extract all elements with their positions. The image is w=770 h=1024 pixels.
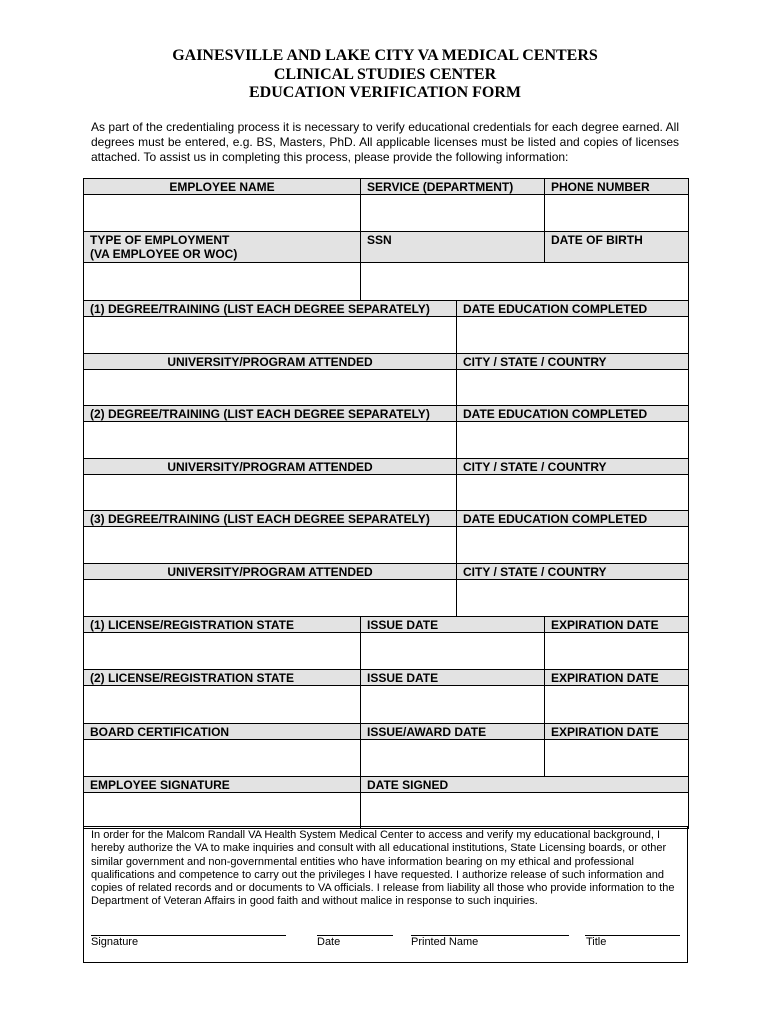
location-1-field[interactable] bbox=[457, 370, 689, 406]
location-2-label: CITY / STATE / COUNTRY bbox=[457, 459, 689, 475]
location-3-label: CITY / STATE / COUNTRY bbox=[457, 564, 689, 580]
service-label: SERVICE (DEPARTMENT) bbox=[361, 179, 545, 195]
ssn-dob-field[interactable] bbox=[361, 263, 689, 301]
degree-1-header-row bbox=[84, 301, 689, 317]
university-2-label: UNIVERSITY/PROGRAM ATTENDED bbox=[84, 459, 457, 475]
title-caption: Title bbox=[586, 936, 607, 948]
location-2-field[interactable] bbox=[457, 475, 689, 511]
license-1-expiration-field[interactable] bbox=[545, 633, 689, 670]
employee-name-field[interactable] bbox=[84, 195, 361, 232]
board-input-row bbox=[84, 740, 689, 777]
dob-label: DATE OF BIRTH bbox=[545, 232, 689, 263]
date-signed-field[interactable] bbox=[361, 793, 689, 829]
authorization-statement-text: In order for the Malcom Randall VA Health System Medical Center to access and verify my educational background, I hereby authorize the VA to make inquiries and consult with all educational institutions, State Licensing boards, or other similar government and non-governmental entities who have information bearing on my ethical and professional qualifications and competence to carry out the privileges I have requested. I authorize release of such information and copies of related records and or documents to VA officials. I release from liability all those who provide information to the Department of Veteran Affairs in good faith and without malice in response to such inquiries. bbox=[91, 829, 675, 908]
employment-type-label-line-2: (VA EMPLOYEE OR WOC) bbox=[90, 247, 238, 261]
degree-1-input-row bbox=[84, 317, 689, 354]
license-2-header-row bbox=[84, 670, 689, 686]
license-1-issue-label: ISSUE DATE bbox=[361, 617, 545, 633]
university-3-label: UNIVERSITY/PROGRAM ATTENDED bbox=[84, 564, 457, 580]
university-1-input-row bbox=[84, 370, 689, 406]
license-2-input-row bbox=[84, 686, 689, 724]
degree-2-input-row bbox=[84, 422, 689, 459]
degree-2-header-row bbox=[84, 406, 689, 422]
employee-input-row bbox=[84, 195, 689, 232]
employment-type-label-line-1: TYPE OF EMPLOYMENT bbox=[90, 233, 230, 247]
license-1-issue-field[interactable] bbox=[361, 633, 545, 670]
university-3-input-row bbox=[84, 580, 689, 617]
education-verification-table bbox=[83, 178, 689, 829]
degree-1-field[interactable] bbox=[84, 317, 457, 354]
board-issue-field[interactable] bbox=[361, 740, 545, 777]
degree-2-date-field[interactable] bbox=[457, 422, 689, 459]
license-1-header-row bbox=[84, 617, 689, 633]
board-header-row bbox=[84, 724, 689, 740]
board-certification-field[interactable] bbox=[84, 740, 361, 777]
signature-header-row bbox=[84, 777, 689, 793]
license-2-field[interactable] bbox=[84, 686, 361, 724]
degree-3-date-label: DATE EDUCATION COMPLETED bbox=[457, 511, 689, 527]
intro-paragraph: As part of the credentialing process it is necessary to verify educational credentials for each degree earned. All degrees must be entered, e.g. BS, Masters, PhD. All applicable licenses must be listed and copies of licenses attached. To assist us in completing this process, please provide the following information: bbox=[91, 120, 679, 164]
license-1-field[interactable] bbox=[84, 633, 361, 670]
employment-type-field[interactable] bbox=[84, 263, 361, 301]
degree-3-header-row bbox=[84, 511, 689, 527]
degree-3-field[interactable] bbox=[84, 527, 457, 564]
university-2-field[interactable] bbox=[84, 475, 457, 511]
date-signed-label: DATE SIGNED bbox=[361, 777, 689, 793]
degree-3-input-row bbox=[84, 527, 689, 564]
license-1-expiration-label: EXPIRATION DATE bbox=[545, 617, 689, 633]
employment-type-label bbox=[84, 232, 361, 263]
degree-3-label: (3) DEGREE/TRAINING (LIST EACH DEGREE SEPARATELY) bbox=[84, 511, 457, 527]
employee-signature-field[interactable] bbox=[84, 793, 361, 829]
date-caption: Date bbox=[317, 936, 341, 948]
degree-3-date-field[interactable] bbox=[457, 527, 689, 564]
university-3-header-row bbox=[84, 564, 689, 580]
employee-name-label: EMPLOYEE NAME bbox=[84, 179, 361, 195]
service-field[interactable] bbox=[361, 195, 545, 232]
university-1-label: UNIVERSITY/PROGRAM ATTENDED bbox=[84, 354, 457, 370]
board-certification-label: BOARD CERTIFICATION bbox=[84, 724, 361, 740]
employment-input-row bbox=[84, 263, 689, 301]
signature-caption: Signature bbox=[91, 936, 139, 948]
degree-2-date-label: DATE EDUCATION COMPLETED bbox=[457, 406, 689, 422]
license-2-issue-label: ISSUE DATE bbox=[361, 670, 545, 686]
phone-label: PHONE NUMBER bbox=[545, 179, 689, 195]
license-2-issue-field[interactable] bbox=[361, 686, 545, 724]
employee-signature-label: EMPLOYEE SIGNATURE bbox=[84, 777, 361, 793]
license-2-expiration-field[interactable] bbox=[545, 686, 689, 724]
license-1-label: (1) LICENSE/REGISTRATION STATE bbox=[84, 617, 361, 633]
degree-2-label: (2) DEGREE/TRAINING (LIST EACH DEGREE SEPARATELY) bbox=[84, 406, 457, 422]
university-1-field[interactable] bbox=[84, 370, 457, 406]
ssn-label: SSN bbox=[361, 232, 545, 263]
license-2-expiration-label: EXPIRATION DATE bbox=[545, 670, 689, 686]
degree-1-label: (1) DEGREE/TRAINING (LIST EACH DEGREE SEPARATELY) bbox=[84, 301, 457, 317]
form-title-line-1: GAINESVILLE AND LAKE CITY VA MEDICAL CENTERS bbox=[172, 47, 598, 64]
form-title-line-2: CLINICAL STUDIES CENTER bbox=[273, 66, 497, 83]
phone-field[interactable] bbox=[545, 195, 689, 232]
university-2-header-row bbox=[84, 459, 689, 475]
license-1-input-row bbox=[84, 633, 689, 670]
location-1-label: CITY / STATE / COUNTRY bbox=[457, 354, 689, 370]
board-expiration-label: EXPIRATION DATE bbox=[545, 724, 689, 740]
university-1-header-row bbox=[84, 354, 689, 370]
form-title-line-3: EDUCATION VERIFICATION FORM bbox=[248, 84, 521, 101]
university-2-input-row bbox=[84, 475, 689, 511]
employment-header-row bbox=[84, 232, 689, 263]
degree-2-field[interactable] bbox=[84, 422, 457, 459]
board-issue-label: ISSUE/AWARD DATE bbox=[361, 724, 545, 740]
board-expiration-field[interactable] bbox=[545, 740, 689, 777]
authorization-statement-box bbox=[83, 826, 688, 963]
employee-header-row bbox=[84, 179, 689, 195]
license-2-label: (2) LICENSE/REGISTRATION STATE bbox=[84, 670, 361, 686]
signature-input-row bbox=[84, 793, 689, 829]
printed-name-caption: Printed Name bbox=[411, 936, 479, 948]
location-3-field[interactable] bbox=[457, 580, 689, 617]
university-3-field[interactable] bbox=[84, 580, 457, 617]
degree-1-date-field[interactable] bbox=[457, 317, 689, 354]
degree-1-date-label: DATE EDUCATION COMPLETED bbox=[457, 301, 689, 317]
